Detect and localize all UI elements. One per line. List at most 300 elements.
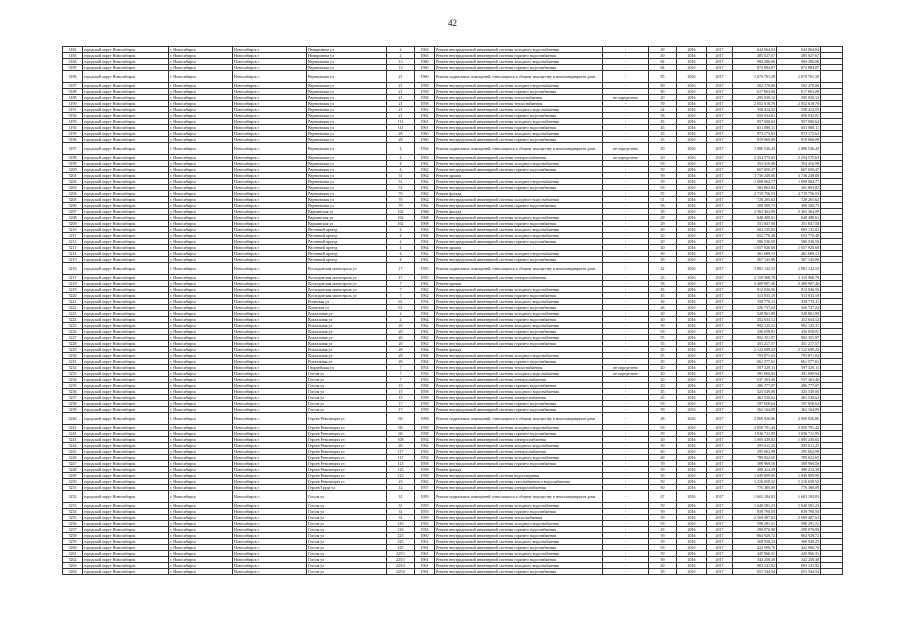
table-cell: городской округ Новосибирск bbox=[83, 407, 169, 413]
table-cell: - bbox=[603, 125, 649, 131]
table-cell: 1958 bbox=[415, 401, 435, 407]
table-row bbox=[63, 413, 843, 425]
table-cell: городской округ Новосибирск bbox=[83, 233, 169, 239]
table-cell: Новосибирск г bbox=[233, 173, 307, 179]
table-cell: 2017 bbox=[707, 491, 733, 503]
table-cell: - bbox=[603, 377, 649, 383]
table-cell: 84 bbox=[649, 65, 677, 71]
table-cell: - bbox=[603, 449, 649, 455]
table-cell: Весенний проезд bbox=[307, 245, 387, 251]
table-cell: 3256 bbox=[63, 521, 83, 527]
table-cell: 20 bbox=[649, 233, 677, 239]
table-cell: Героев Революции ул bbox=[307, 449, 387, 455]
table-cell: Ремонт внутридомовой инженерной системы горячего водоснабжения bbox=[435, 167, 603, 173]
table-cell: 3221 bbox=[63, 299, 83, 305]
table-cell: 197 658,64 bbox=[733, 401, 777, 407]
table-cell: 3188 bbox=[63, 89, 83, 95]
table-cell: Ремонт подвальных помещений, относящихся к общему имуществу в многоквартирном доме bbox=[435, 71, 603, 83]
table-cell: 2 122 699,22 bbox=[733, 347, 777, 353]
table-cell: г. Новосибирск bbox=[169, 503, 233, 509]
table-cell: 3238 bbox=[63, 401, 83, 407]
table-cell: 51 bbox=[649, 197, 677, 203]
table-cell: 2 050 791,44 bbox=[733, 425, 777, 431]
table-cell: Ремонт внутридомовой инженерной системы холодного водоснабжения bbox=[435, 47, 603, 53]
table-row bbox=[63, 263, 843, 275]
table-cell: 225 bbox=[387, 539, 415, 545]
table-cell: городской округ Новосибирск bbox=[83, 521, 169, 527]
table-cell: 2016 bbox=[677, 557, 707, 563]
table-cell: Новосибирск г bbox=[233, 185, 307, 191]
table-cell: Новосибирск г bbox=[233, 167, 307, 173]
table-cell: - bbox=[603, 131, 649, 137]
table-cell: 793 871,04 bbox=[733, 353, 777, 359]
table-cell: г. Новосибирск bbox=[169, 395, 233, 401]
table-cell: 2017 bbox=[707, 413, 733, 425]
table-cell: 216 bbox=[387, 521, 415, 527]
table-cell: 225 bbox=[387, 533, 415, 539]
table-cell: г. Новосибирск bbox=[169, 473, 233, 479]
table-cell: 2016 bbox=[677, 113, 707, 119]
table-cell: 21 bbox=[387, 71, 415, 83]
table-cell: г. Новосибирск bbox=[169, 413, 233, 425]
table-cell: 2016 bbox=[677, 491, 707, 503]
table-cell: 586 536,50 bbox=[777, 239, 821, 245]
table-cell: 2016 bbox=[677, 101, 707, 107]
table-cell: 2016 bbox=[677, 293, 707, 299]
table-cell: 59 bbox=[649, 407, 677, 413]
table-cell: 20 bbox=[649, 365, 677, 371]
table-cell: 485 027,67 bbox=[733, 53, 777, 59]
table-cell: Новосибирск г bbox=[233, 545, 307, 551]
table-cell: 3195 bbox=[63, 131, 83, 137]
table-cell: Героев Труда ул bbox=[307, 485, 387, 491]
table-cell: Ремонт внутридомовой инженерной системы горячего водоснабжения bbox=[435, 185, 603, 191]
table-cell: - bbox=[603, 467, 649, 473]
table-cell: 323 549,00 bbox=[733, 389, 777, 395]
table-cell: 1958 bbox=[415, 83, 435, 89]
table-cell: 4 bbox=[387, 233, 415, 239]
table-cell: 1964 bbox=[415, 245, 435, 251]
table-cell: Ремонт внутридомовой инженерной системы холодного водоснабжения bbox=[435, 389, 603, 395]
table-cell: - bbox=[603, 395, 649, 401]
table-cell: 3251 bbox=[63, 485, 83, 491]
table-cell: Новосибирск г bbox=[233, 287, 307, 293]
table-cell: 461 689,13 bbox=[777, 251, 821, 257]
table-cell: - bbox=[603, 545, 649, 551]
table-cell: Вокзальная ул bbox=[307, 341, 387, 347]
table-cell: Восходовская магистраль ул bbox=[307, 275, 387, 281]
table-cell: г. Новосибирск bbox=[169, 209, 233, 215]
table-cell: 59 bbox=[649, 521, 677, 527]
table-cell: 358 770,11 bbox=[777, 299, 821, 305]
table-cell: городской округ Новосибирск bbox=[83, 485, 169, 491]
table-cell: городской округ Новосибирск bbox=[83, 287, 169, 293]
table-cell: г. Новосибирск bbox=[169, 401, 233, 407]
table-cell: 31 bbox=[387, 491, 415, 503]
table-cell: 872 884,87 bbox=[733, 65, 777, 71]
table-cell: 2016 bbox=[677, 467, 707, 473]
table-cell: 49 bbox=[649, 47, 677, 53]
table-cell: 40 bbox=[649, 311, 677, 317]
table-cell: Новосибирск г bbox=[233, 299, 307, 305]
table-cell: городской округ Новосибирск bbox=[83, 353, 169, 359]
table-cell: 4 bbox=[387, 251, 415, 257]
table-cell: 1964 bbox=[415, 353, 435, 359]
table-cell: 2016 bbox=[677, 395, 707, 401]
table-cell: 2016 bbox=[677, 257, 707, 263]
table-cell: г. Новосибирск bbox=[169, 173, 233, 179]
table-cell: 4 bbox=[387, 167, 415, 173]
table-cell: г. Новосибирск bbox=[169, 407, 233, 413]
table-cell: 2017 bbox=[707, 323, 733, 329]
table-cell: 2016 bbox=[677, 65, 707, 71]
table-cell: городской округ Новосибирск bbox=[83, 101, 169, 107]
table-cell: Новосибирск г bbox=[233, 383, 307, 389]
table-cell: Новосибирск г bbox=[233, 521, 307, 527]
table-cell: 1 008 064,77 bbox=[777, 179, 821, 185]
table-cell: 2017 bbox=[707, 263, 733, 275]
table-cell: 3235 bbox=[63, 383, 83, 389]
table-cell: 651 544,54 bbox=[777, 569, 821, 575]
table-cell: 1959 bbox=[415, 491, 435, 503]
table-cell: 313 033,19 bbox=[733, 293, 777, 299]
table-cell: Новосибирск г bbox=[233, 329, 307, 335]
table-cell: 3223 bbox=[63, 311, 83, 317]
table-cell: 1963 bbox=[415, 47, 435, 53]
table-cell: Новосибирск г bbox=[233, 89, 307, 95]
table-cell: 973 175,63 bbox=[733, 131, 777, 137]
table-cell: - bbox=[603, 317, 649, 323]
table-cell: 2017 bbox=[707, 407, 733, 413]
table-cell: 2 254 575,63 bbox=[777, 155, 821, 161]
table-cell: 3230 bbox=[63, 353, 83, 359]
table-cell: 2016 bbox=[677, 485, 707, 491]
table-cell: Ремонт внутридомовой инженерной системы холодного водоснабжения bbox=[435, 251, 603, 257]
table-cell: - bbox=[603, 383, 649, 389]
table-cell: 2016 bbox=[677, 503, 707, 509]
table-cell: 1958 bbox=[415, 89, 435, 95]
table-cell: 1954 bbox=[415, 437, 435, 443]
table-cell: 3240 bbox=[63, 413, 83, 425]
table-cell: 2017 bbox=[707, 119, 733, 125]
table-cell: 2 050 791,44 bbox=[777, 425, 821, 431]
table-cell: 21 bbox=[387, 89, 415, 95]
table-cell: г. Новосибирск bbox=[169, 221, 233, 227]
table-cell: Ремонт внутридомовой инженерной системы горячего водоснабжения bbox=[435, 341, 603, 347]
table-cell: 3261 bbox=[63, 551, 83, 557]
table-cell: 3222 bbox=[63, 305, 83, 311]
table-cell: 2017 bbox=[707, 347, 733, 353]
table-cell: Ремонт внутридомовой инженерной системы электроснабжения bbox=[435, 377, 603, 383]
table-cell: 2016 bbox=[677, 89, 707, 95]
table-cell: 603 135,02 bbox=[733, 227, 777, 233]
table-cell: 3212 bbox=[63, 239, 83, 245]
table-cell: 2017 bbox=[707, 431, 733, 437]
table-cell: 20 bbox=[387, 335, 415, 341]
table-cell: 60 bbox=[387, 431, 415, 437]
table-cell: 216 bbox=[387, 527, 415, 533]
table-cell: 1 049 809,90 bbox=[733, 473, 777, 479]
table-cell: 45 bbox=[649, 353, 677, 359]
table-cell: 21 bbox=[387, 95, 415, 101]
table-cell: городской округ Новосибирск bbox=[83, 155, 169, 161]
table-cell: г. Новосибирск bbox=[169, 287, 233, 293]
table-cell: - bbox=[603, 221, 649, 227]
table-cell: городской округ Новосибирск bbox=[83, 317, 169, 323]
table-cell: 2017 bbox=[707, 59, 733, 65]
table-cell: Вокзальная ул bbox=[307, 353, 387, 359]
table-cell: 2017 bbox=[707, 389, 733, 395]
table-cell: 2017 bbox=[707, 47, 733, 53]
table-cell: - bbox=[603, 209, 649, 215]
table-cell: - bbox=[603, 281, 649, 287]
table-cell: 59 bbox=[649, 329, 677, 335]
table-cell: г. Новосибирск bbox=[169, 425, 233, 431]
table-cell: - bbox=[603, 179, 649, 185]
table-body bbox=[63, 47, 843, 575]
table-cell: - bbox=[603, 311, 649, 317]
table-cell: Вертковская ул bbox=[307, 113, 387, 119]
table-cell: - bbox=[603, 503, 649, 509]
table-cell: 839 790,50 bbox=[733, 509, 777, 515]
table-cell: г. Новосибирск bbox=[169, 65, 233, 71]
table-cell: г. Новосибирск bbox=[169, 551, 233, 557]
table-cell: Ремонт внутридомовой инженерной системы электроснабжения bbox=[435, 275, 603, 281]
table-cell: 48 bbox=[649, 413, 677, 425]
table-cell: 1962 bbox=[415, 251, 435, 257]
table-cell: 13 bbox=[387, 59, 415, 65]
table-cell: 864 929,72 bbox=[777, 533, 821, 539]
table-cell: 597 329,11 bbox=[777, 365, 821, 371]
table-cell: Новосибирск г bbox=[233, 551, 307, 557]
table-cell: 29 bbox=[649, 209, 677, 215]
table-cell: Гоголя ул bbox=[307, 563, 387, 569]
table-cell: 1 216 658,52 bbox=[733, 479, 777, 485]
table-cell: Варшавская ул bbox=[307, 215, 387, 221]
table-cell: 59 bbox=[649, 461, 677, 467]
table-cell: 422 006,76 bbox=[777, 545, 821, 551]
table-cell: 45 bbox=[649, 395, 677, 401]
table-cell: Новосибирск г bbox=[233, 245, 307, 251]
table-cell: 2017 bbox=[707, 191, 733, 197]
table-cell: 984 286,06 bbox=[733, 59, 777, 65]
table-cell: 2016 bbox=[677, 401, 707, 407]
table-cell: 793 871,04 bbox=[777, 353, 821, 359]
table-cell: 3197 bbox=[63, 143, 83, 155]
table-cell: Ремонт внутридомовой инженерной системы горячего водоснабжения bbox=[435, 239, 603, 245]
table-cell: 2017 bbox=[707, 449, 733, 455]
table-cell: городской округ Новосибирск bbox=[83, 143, 169, 155]
table-cell: городской округ Новосибирск bbox=[83, 359, 169, 365]
table-cell: г. Новосибирск bbox=[169, 89, 233, 95]
table-cell: 3229 bbox=[63, 347, 83, 353]
table-cell: г. Новосибирск bbox=[169, 431, 233, 437]
table-cell: 2016 bbox=[677, 407, 707, 413]
table-cell: 2 363 364,09 bbox=[777, 209, 821, 215]
table-cell: 111 bbox=[387, 125, 415, 131]
table-cell: 2 569 487,63 bbox=[777, 515, 821, 521]
table-cell: г. Новосибирск bbox=[169, 491, 233, 503]
table-cell: 2017 bbox=[707, 95, 733, 101]
table-cell: 3244 bbox=[63, 443, 83, 449]
table-cell: 40 bbox=[649, 317, 677, 323]
table-cell: Ремонт внутридомовой инженерной системы холодного водоснабжения bbox=[435, 353, 603, 359]
table-cell: 451 217,57 bbox=[777, 341, 821, 347]
table-cell: 59 bbox=[649, 503, 677, 509]
table-cell: 644 064,04 bbox=[777, 47, 821, 53]
table-cell: - bbox=[603, 203, 649, 209]
table-cell: 2017 bbox=[707, 317, 733, 323]
table-cell: г. Новосибирск bbox=[169, 539, 233, 545]
table-cell: Вертковская ул bbox=[307, 143, 387, 155]
table-cell: Новосибирск г bbox=[233, 281, 307, 287]
table-cell: Ремонт подвальных помещений, относящихся к общему имуществу в многоквартирном доме bbox=[435, 491, 603, 503]
table-cell: 1958 bbox=[415, 395, 435, 401]
table-cell: 1960 bbox=[415, 533, 435, 539]
table-cell: городской округ Новосибирск bbox=[83, 449, 169, 455]
table-cell: 2016 bbox=[677, 455, 707, 461]
table-cell: 3233 bbox=[63, 371, 83, 377]
table-cell: 60 bbox=[649, 455, 677, 461]
table-cell: 650 032,81 bbox=[777, 113, 821, 119]
table-cell: Вокзальная ул bbox=[307, 347, 387, 353]
table-cell: городской округ Новосибирск bbox=[83, 377, 169, 383]
table-cell: Вертковская ул bbox=[307, 59, 387, 65]
table-cell: 313 033,19 bbox=[777, 293, 821, 299]
table-cell: Новосибирск г bbox=[233, 239, 307, 245]
table-cell: городской округ Новосибирск bbox=[83, 443, 169, 449]
table-cell: Ремонт внутридомовой инженерной системы горячего водоснабжения bbox=[435, 557, 603, 563]
table-cell: - bbox=[603, 473, 649, 479]
table-cell: 1968 bbox=[415, 215, 435, 221]
table-cell: 309 309,75 bbox=[777, 203, 821, 209]
table-cell: Новосибирск г bbox=[233, 275, 307, 281]
table-cell: 59 bbox=[649, 545, 677, 551]
table-cell: 598 291,51 bbox=[777, 521, 821, 527]
table-cell: Вертковская ул bbox=[307, 65, 387, 71]
table-cell: 20 bbox=[649, 155, 677, 161]
table-cell: г. Новосибирск bbox=[169, 365, 233, 371]
table-cell: Ремонт внутридомовой инженерной системы холодного водоснабжения bbox=[435, 371, 603, 377]
table-cell: городской округ Новосибирск bbox=[83, 59, 169, 65]
table-cell: Вертковская ул bbox=[307, 203, 387, 209]
table-cell: г. Новосибирск bbox=[169, 311, 233, 317]
table-cell: 1961 bbox=[415, 125, 435, 131]
table-cell: г. Новосибирск bbox=[169, 341, 233, 347]
table-cell: - bbox=[603, 413, 649, 425]
table-cell: 2017 bbox=[707, 275, 733, 281]
table-cell: 290 076,90 bbox=[777, 527, 821, 533]
table-cell: 1962 bbox=[415, 443, 435, 449]
table-cell: г. Новосибирск bbox=[169, 437, 233, 443]
table-cell: 7 bbox=[387, 365, 415, 371]
table-cell: - bbox=[603, 191, 649, 197]
table-cell: 650 032,81 bbox=[733, 113, 777, 119]
table-cell: Ремонт внутридомовой инженерной системы горячего водоснабжения bbox=[435, 401, 603, 407]
table-cell: 661 577,61 bbox=[777, 359, 821, 365]
table-cell: 3207 bbox=[63, 209, 83, 215]
table-cell: Ремонт внутридомовой инженерной системы теплоснабжения bbox=[435, 101, 603, 107]
table-cell: городской округ Новосибирск bbox=[83, 89, 169, 95]
table-cell: 537 263,46 bbox=[777, 377, 821, 383]
table-cell: 3196 bbox=[63, 137, 83, 143]
table-cell: 323 549,00 bbox=[777, 389, 821, 395]
table-cell: 2 409 907,46 bbox=[777, 281, 821, 287]
table-cell: 2 bbox=[387, 47, 415, 53]
table-cell: Восходовская магистраль ул bbox=[307, 263, 387, 275]
table-cell: Вертковская ул bbox=[307, 71, 387, 83]
table-cell: - bbox=[603, 359, 649, 365]
table-cell: 2017 bbox=[707, 233, 733, 239]
table-cell: 2016 bbox=[677, 473, 707, 479]
table-cell: 391 000,94 bbox=[777, 371, 821, 377]
table-cell: 490 414,39 bbox=[733, 467, 777, 473]
table-cell: 651 544,54 bbox=[733, 569, 777, 575]
table-cell: Ремонт подвальных помещений, относящихся к общему имуществу в многоквартирном доме bbox=[435, 263, 603, 275]
table-cell: - bbox=[603, 341, 649, 347]
table-cell: Вертковская ул bbox=[307, 173, 387, 179]
table-cell: - bbox=[603, 263, 649, 275]
table-cell: 45 bbox=[649, 527, 677, 533]
table-cell: 3242 bbox=[63, 431, 83, 437]
table-cell: 111 bbox=[387, 119, 415, 125]
table-cell: 617 863,00 bbox=[777, 89, 821, 95]
table-cell: городской округ Новосибирск bbox=[83, 467, 169, 473]
table-cell: Ремонт внутридомовой инженерной системы холодного водоснабжения bbox=[435, 119, 603, 125]
table-cell: - bbox=[603, 185, 649, 191]
table-cell: Новосибирск г bbox=[233, 305, 307, 311]
table-cell: г. Новосибирск bbox=[169, 527, 233, 533]
table-cell: 29 bbox=[649, 221, 677, 227]
table-cell: не определено bbox=[603, 371, 649, 377]
table-cell: Ремонт фасада bbox=[435, 467, 603, 473]
table-cell: 2 363 364,09 bbox=[733, 209, 777, 215]
table-cell: 2 409 907,46 bbox=[733, 281, 777, 287]
table-row bbox=[63, 71, 843, 83]
table-cell: Новосибирск г bbox=[233, 119, 307, 125]
table-cell: г. Новосибирск bbox=[169, 383, 233, 389]
table-cell: - bbox=[603, 227, 649, 233]
table-cell: Новосибирск г bbox=[233, 449, 307, 455]
table-cell: 1958 bbox=[415, 413, 435, 425]
table-cell: Ремонт внутридомовой инженерной системы горячего водоснабжения bbox=[435, 431, 603, 437]
table-cell: 20 bbox=[649, 377, 677, 383]
table-cell: 2016 bbox=[677, 383, 707, 389]
table-cell: 3213 bbox=[63, 245, 83, 251]
table-cell: г. Новосибирск bbox=[169, 305, 233, 311]
table-cell: 2017 bbox=[707, 329, 733, 335]
table-cell: 3191 bbox=[63, 107, 83, 113]
table-cell: 1955 bbox=[415, 275, 435, 281]
table-cell: Новосибирск г bbox=[233, 107, 307, 113]
table-cell: 1 049 809,90 bbox=[777, 473, 821, 479]
table-cell: городской округ Новосибирск bbox=[83, 53, 169, 59]
table-cell: - bbox=[603, 53, 649, 59]
table-cell: 3205 bbox=[63, 197, 83, 203]
table-cell: 1 640 581,23 bbox=[733, 503, 777, 509]
table-cell: 3220 bbox=[63, 293, 83, 299]
table-cell: 2016 bbox=[677, 359, 707, 365]
table-cell: Вертковская ул bbox=[307, 131, 387, 137]
table-cell: - bbox=[603, 539, 649, 545]
table-cell: 3201 bbox=[63, 173, 83, 179]
table-cell: - bbox=[603, 173, 649, 179]
table-cell: 3255 bbox=[63, 515, 83, 521]
table-cell: 197 658,64 bbox=[777, 401, 821, 407]
table-cell: 49 bbox=[649, 563, 677, 569]
table-cell: 3198 bbox=[63, 155, 83, 161]
table-cell: 1955 bbox=[415, 263, 435, 275]
